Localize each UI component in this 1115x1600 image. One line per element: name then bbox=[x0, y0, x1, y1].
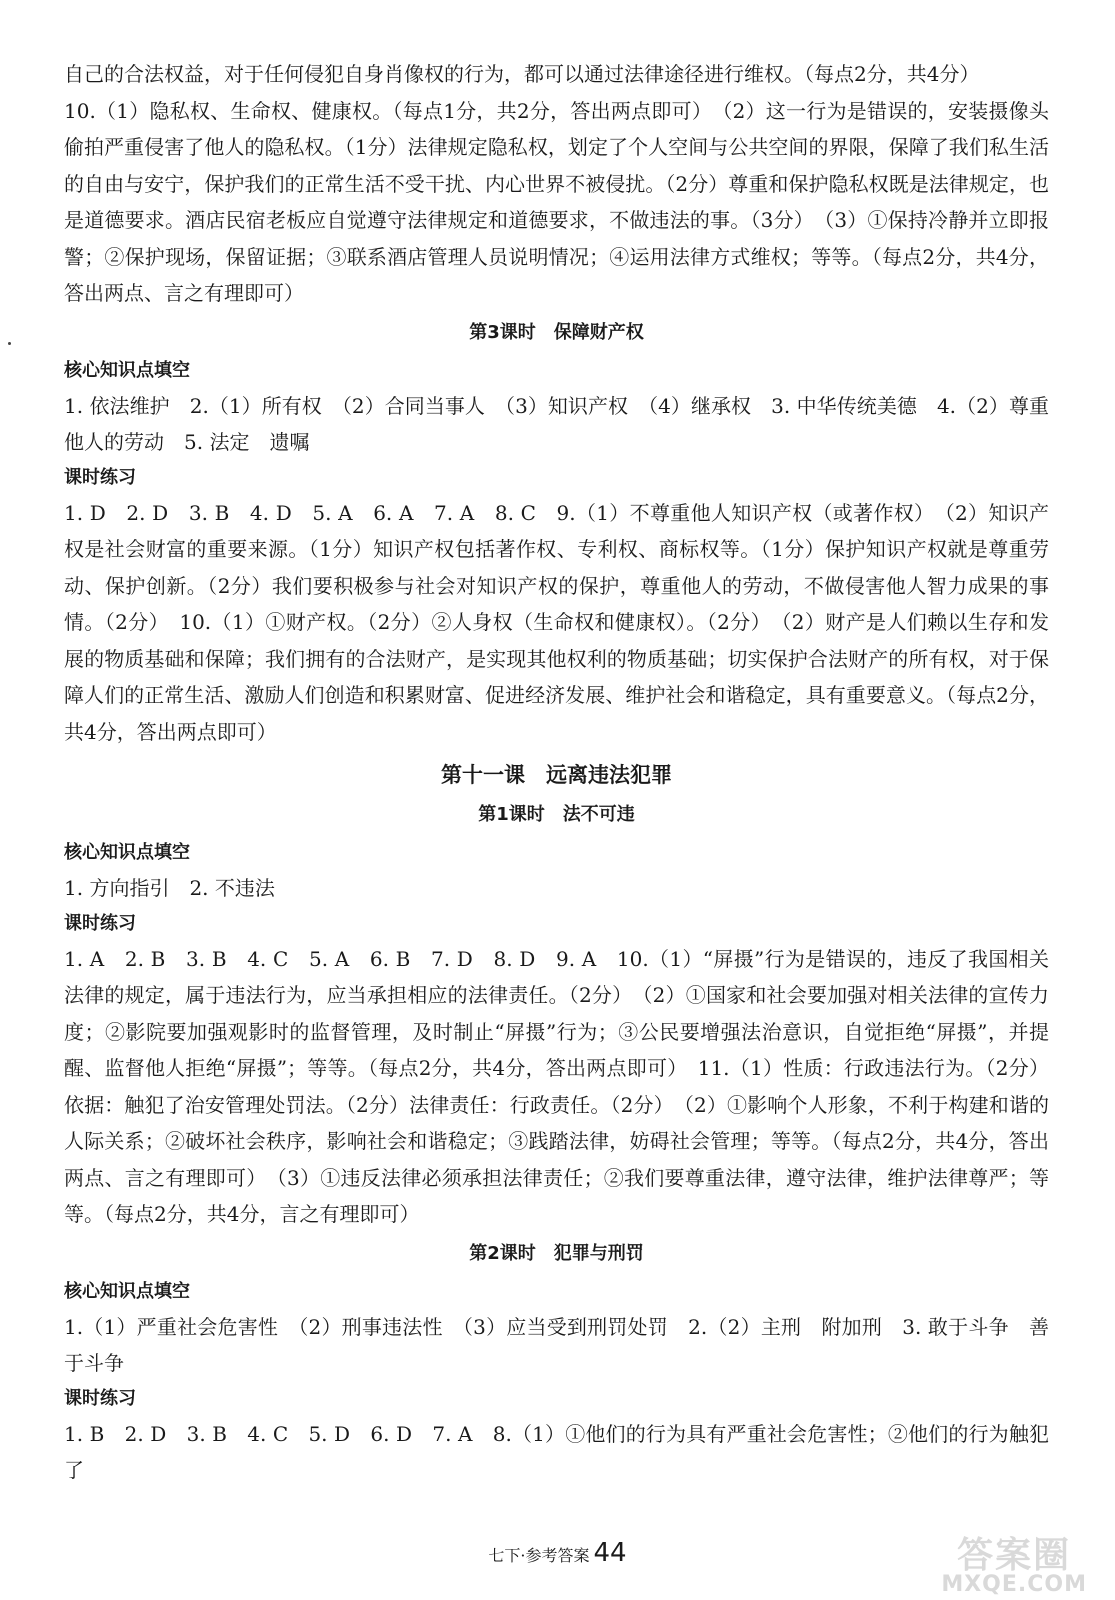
fill-in-answers: 1.（1）严重社会危害性 （2）刑事违法性 （3）应当受到刑罚处罚 2.（2）主刑 附加刑 3. 敢于斗争 善于斗争 bbox=[64, 1314, 1049, 1375]
section-label: 核心知识点填空 bbox=[64, 1280, 190, 1302]
practice-answers: 1. B 2. D 3. B 4. C 5. D 6. D 7. A 8.（1）①他们的行为具有严重社会危害性；②他们的行为触犯了 bbox=[64, 1421, 1049, 1482]
section-label: 核心知识点填空 bbox=[64, 842, 190, 863]
footer-label: 七下·参考答案 bbox=[488, 1546, 590, 1565]
section-label: 课时练习 bbox=[64, 1387, 136, 1409]
answer-para-continued: 自己的合法权益，对于任何侵犯自身肖像权的行为，都可以通过法律途径进行维权。（每点2分，共4分） bbox=[64, 62, 980, 86]
practice-answers: 1. A 2. B 3. B 4. C 5. A 6. B 7. D 8. D 9. A 10.（1）“屏摄”行为是错误的，违反了我国相关法律的规定，属于违法行为，应当承担相应的法律责任。（2分） （2）①国家和社会要加强对相关法律的宣传力度；②影院要加强观影时的监督管理，及时制止“屏摄”行为；③公民要增强法治意识，自觉拒绝“屏摄”，并提醒、监督他人拒绝“屏摄”；等等。（每点2分，共4分，答出两点即可） 11.（1）性质：行政违法行为。（2分）依据：触犯了治安管理处罚法。（2分）法律责任：行政责任。（2分） （2）①影响个人形象，不利于构建和谐的人际关系；②破坏社会秩序，影响社会和谐稳定；③践踏法律，妨碍社会管理；等等。（每点2分，共4分，答出两点、言之有理即可） （3）①违反法律必须承担法律责任；②我们要尊重法律，遵守法律，维护法律尊严；等等。（每点2分，共4分，言之有理即可） bbox=[64, 946, 1049, 1226]
watermark-text: 答案圈 bbox=[957, 1535, 1072, 1576]
answer-para-10: 10.（1）隐私权、生命权、健康权。（每点1分，共2分，答出两点即可） （2）这一行为是错误的，安装摄像头偷拍严重侵害了他人的隐私权。（1分）法律规定隐私权，划定了个人空间与公共空间的界限，保障了我们私生活的自由与安宁，保护我们的正常生活不受干扰、内心世界不被侵扰。（2分）尊重和保护隐私权既是法律规定，也是道德要求。酒店民宿老板应自觉遵守法律规定和道德要求，不做违法的事。（3分） （3）①保持冷静并立即报警；②保护现场，保留证据；③联系酒店管理人员说明情况；④运用法律方式维权；等等。（每点2分，共4分，答出两点、言之有理即可） bbox=[64, 98, 1049, 305]
section-label: 课时练习 bbox=[64, 912, 136, 934]
section-label: 核心知识点填空 bbox=[64, 359, 190, 381]
fill-in-answers: 1. 依法维护 2.（1）所有权 （2）合同当事人 （3）知识产权 （4）继承权 3. 中华传统美德 4.（2）尊重他人的劳动 5. 法定 遗嘱 bbox=[64, 393, 1049, 454]
fill-in-answers: 1. 方向指引 2. 不违法 bbox=[64, 876, 275, 900]
watermark-logo bbox=[941, 1535, 1087, 1597]
chapter-heading: 第十一课 远离违法犯罪 bbox=[441, 763, 672, 787]
stray-mark bbox=[8, 342, 11, 345]
watermark-url: MXQE.COM bbox=[941, 1572, 1087, 1597]
practice-answers: 1. D 2. D 3. B 4. D 5. A 6. A 7. A 8. C 9.（1）不尊重他人知识产权（或著作权） （2）知识产权是社会财富的重要来源。（1分）知识产权包括著作权、专利权、商标权等。（1分）保护知识产权就是尊重劳动、保护创新。（2分）我们要积极参与社会对知识产权的保护，尊重他人的劳动，不做侵害他人智力成果的事情。（2分） 10.（1）①财产权。（2分）②人身权（生命权和健康权）。（2分） （2）财产是人们赖以生存和发展的物质基础和保障；我们拥有的合法财产，是实现其他权利的物质基础；切实保护合法财产的所有权，对于保障人们的正常生活、激励人们创造和积累财富、促进经济发展、维护社会和谐稳定，具有重要意义。（每点2分，共4分，答出两点即可） bbox=[64, 500, 1049, 744]
lesson-heading: 第1课时 法不可违 bbox=[478, 804, 635, 825]
section-label: 课时练习 bbox=[64, 466, 136, 488]
answer-page bbox=[64, 56, 1049, 1489]
lesson-heading: 第2课时 犯罪与刑罚 bbox=[469, 1242, 644, 1264]
page-number: 44 bbox=[593, 1538, 627, 1568]
lesson-heading: 第3课时 保障财产权 bbox=[469, 321, 644, 343]
